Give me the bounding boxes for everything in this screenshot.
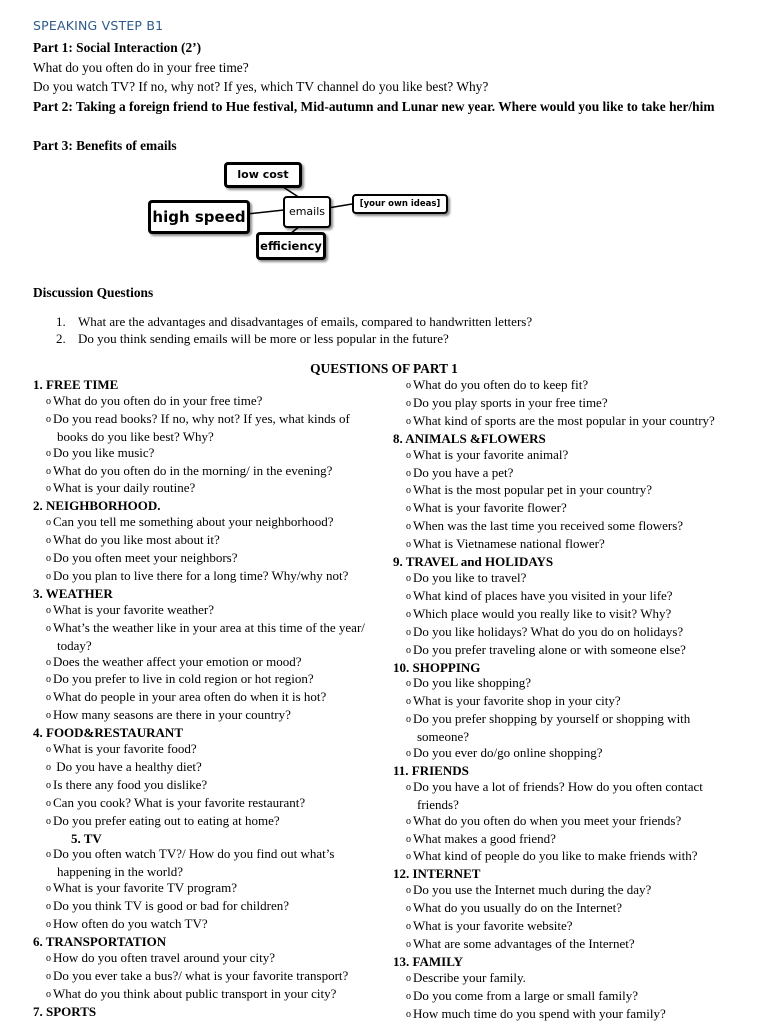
part1-question-2: Do you watch TV? If no, why not? If yes, which TV channel do you like best? Why? xyxy=(33,79,489,94)
question-item xyxy=(33,532,383,550)
question-item xyxy=(393,447,743,465)
part3-heading: Part 3: Benefits of emails xyxy=(33,138,177,153)
question-text: What is your favorite food? xyxy=(53,741,197,757)
question-text: What do you often do when you meet your friends? xyxy=(413,812,682,828)
emails-mindmap xyxy=(140,158,460,262)
question-text: Is there any food you dislike? xyxy=(53,776,208,792)
mindmap-node-own-ideas: [your own ideas] xyxy=(352,194,448,214)
question-text: Do you ever take a bus?/ what is your favorite transport? xyxy=(53,967,349,983)
question-item xyxy=(393,813,743,831)
question-text: Do you like music? xyxy=(53,444,155,460)
discussion-item-number: 1. xyxy=(56,314,66,329)
section-heading: 12. INTERNET xyxy=(393,866,481,882)
section-heading: 8. ANIMALS &FLOWERS xyxy=(393,430,546,446)
question-item xyxy=(33,568,383,586)
question-item xyxy=(393,482,743,500)
question-item xyxy=(393,1006,743,1024)
question-item xyxy=(393,936,743,954)
mindmap-node-efficiency: efficiency xyxy=(256,232,326,260)
question-item xyxy=(393,882,743,900)
section-heading: 4. FOOD&RESTAURANT xyxy=(33,725,183,741)
question-text: What is your favorite animal? xyxy=(413,446,569,462)
discussion-item-number: 2. xyxy=(56,331,66,346)
question-text: Does the weather affect your emotion or mood? xyxy=(53,653,302,669)
part1-questions-title: QUESTIONS OF PART 1 xyxy=(310,361,458,376)
question-text: What kind of people do you like to make friends with? xyxy=(413,848,698,864)
connector-own-ideas xyxy=(328,204,352,208)
question-text: Do you prefer shopping by yourself or shopping with someone? xyxy=(413,711,691,745)
question-text: Can you cook? What is your favorite restaurant? xyxy=(53,794,306,810)
question-item xyxy=(33,671,383,689)
question-text: What is your favorite shop in your city? xyxy=(413,693,621,709)
question-item xyxy=(393,536,743,554)
connector-high-speed xyxy=(247,210,284,214)
question-text: What do you often do in the morning/ in the evening? xyxy=(53,462,333,478)
question-text: Do you think TV is good or bad for children? xyxy=(53,898,290,914)
question-item xyxy=(393,779,743,813)
question-text: Do you have a healthy diet? xyxy=(53,758,202,774)
question-text: Do you ever do/go online shopping? xyxy=(413,745,603,761)
question-text: Do you come from a large or small family? xyxy=(413,987,639,1003)
question-text: What do you usually do on the Internet? xyxy=(413,900,623,916)
part1-question-1: What do you often do in your free time? xyxy=(33,60,249,75)
question-item xyxy=(33,916,383,934)
question-text: What do people in your area often do when it is hot? xyxy=(53,689,327,705)
question-text: How do you often travel around your city? xyxy=(53,949,276,965)
question-text: What is your daily routine? xyxy=(53,480,196,496)
question-text: How many seasons are there in your country? xyxy=(53,707,291,723)
question-text: Can you tell me something about your neighborhood? xyxy=(53,514,334,530)
question-item xyxy=(393,745,743,763)
question-text: What do you like most about it? xyxy=(53,532,220,548)
question-item xyxy=(393,970,743,988)
section-heading: 7. SPORTS xyxy=(33,1003,97,1019)
question-item xyxy=(33,898,383,916)
left-question-column xyxy=(33,377,383,1020)
document-title: SPEAKING VSTEP B1 xyxy=(33,18,164,33)
question-text: What do you often do in your free time? xyxy=(53,392,263,408)
question-text: What is the most popular pet in your country? xyxy=(413,482,653,498)
question-item xyxy=(33,514,383,532)
question-item xyxy=(33,777,383,795)
right-question-column xyxy=(393,377,743,1024)
question-text: Do you read books? If no, why not? If yes, what kinds of books do you like best? Why? xyxy=(53,410,350,444)
question-item xyxy=(393,588,743,606)
question-text: What is your favorite TV program? xyxy=(53,880,237,896)
question-item xyxy=(33,620,383,654)
question-text: Describe your family. xyxy=(413,969,526,985)
discussion-heading: Discussion Questions xyxy=(33,285,154,300)
question-item xyxy=(393,465,743,483)
question-item xyxy=(393,570,743,588)
question-item xyxy=(393,988,743,1006)
question-item xyxy=(393,606,743,624)
section-heading: 6. TRANSPORTATION xyxy=(33,934,167,949)
section-heading: 1. FREE TIME xyxy=(33,377,119,392)
question-text: What kind of places have you visited in your life? xyxy=(413,587,673,603)
mindmap-node-high-speed: high speed xyxy=(148,200,250,234)
question-item xyxy=(33,813,383,831)
question-item xyxy=(33,445,383,463)
question-item xyxy=(393,518,743,536)
question-item xyxy=(393,918,743,936)
section-heading: 11. FRIENDS xyxy=(393,762,469,778)
discussion-item-2 xyxy=(56,331,449,347)
question-text: Do you like shopping? xyxy=(413,675,532,691)
question-text: Do you like to travel? xyxy=(413,569,527,585)
question-text: Do you have a pet? xyxy=(413,464,514,480)
question-item xyxy=(33,986,383,1004)
question-item xyxy=(393,377,743,395)
section-heading: 9. TRAVEL and HOLIDAYS xyxy=(393,554,554,570)
question-text: What is your favorite flower? xyxy=(413,500,567,516)
question-item xyxy=(393,711,743,745)
question-item xyxy=(33,550,383,568)
question-item xyxy=(33,795,383,813)
question-item xyxy=(393,413,743,431)
question-text: What’s the weather like in your area at this time of the year/ today? xyxy=(53,619,365,653)
question-item xyxy=(33,393,383,411)
question-text: What is Vietnamese national flower? xyxy=(413,536,605,552)
question-item xyxy=(33,654,383,672)
question-text: What makes a good friend? xyxy=(413,830,556,846)
question-text: Do you often watch TV?/ How do you find out what’s happening in the world? xyxy=(53,846,335,880)
mindmap-node-emails: emails xyxy=(283,196,331,228)
question-text: Do you use the Internet much during the day? xyxy=(413,882,652,898)
question-text: What is your favorite weather? xyxy=(53,601,214,617)
question-item xyxy=(33,846,383,880)
question-item xyxy=(393,675,743,693)
question-item xyxy=(393,624,743,642)
question-text: What is your favorite website? xyxy=(413,918,573,934)
question-text: Do you often meet your neighbors? xyxy=(53,550,238,566)
mindmap-node-low-cost: low cost xyxy=(224,162,302,188)
question-item xyxy=(393,693,743,711)
discussion-item-text: What are the advantages and disadvantages of emails, compared to handwritten letters? xyxy=(78,314,533,329)
question-text: Do you plan to live there for a long time? Why/why not? xyxy=(53,567,349,583)
question-item xyxy=(33,741,383,759)
section-heading: 5. TV xyxy=(71,830,102,846)
question-text: Do you prefer to live in cold region or hot region? xyxy=(53,671,314,687)
question-text: Do you prefer eating out to eating at home? xyxy=(53,812,280,828)
question-text: Which place would you really like to visit? Why? xyxy=(413,605,672,621)
question-item xyxy=(393,900,743,918)
question-item xyxy=(33,602,383,620)
question-text: Do you play sports in your free time? xyxy=(413,394,608,410)
question-item xyxy=(393,831,743,849)
question-item xyxy=(393,395,743,413)
question-item xyxy=(33,480,383,498)
question-text: Do you have a lot of friends? How do you often contact friends? xyxy=(413,778,703,812)
question-text: What do you often do to keep fit? xyxy=(413,377,589,392)
part1-heading: Part 1: Social Interaction (2’) xyxy=(33,40,202,55)
question-item xyxy=(33,411,383,445)
question-item xyxy=(33,759,383,777)
question-text: When was the last time you received some flowers? xyxy=(413,518,684,534)
discussion-item-1 xyxy=(56,314,532,330)
section-heading: 3. WEATHER xyxy=(33,585,113,601)
question-item xyxy=(33,880,383,898)
question-text: What do you think about public transport in your city? xyxy=(53,985,337,1001)
question-text: Do you prefer traveling alone or with someone else? xyxy=(413,641,686,657)
section-heading: 13. FAMILY xyxy=(393,953,464,969)
part2-heading: Part 2: Taking a foreign friend to Hue festival, Mid-autumn and Lunar new year. Where would you like to take her/him xyxy=(33,99,715,114)
question-text: Do you like holidays? What do you do on holidays? xyxy=(413,623,684,639)
question-item xyxy=(33,950,383,968)
question-item xyxy=(33,689,383,707)
discussion-item-text: Do you think sending emails will be more or less popular in the future? xyxy=(78,331,449,346)
question-text: How often do you watch TV? xyxy=(53,916,208,932)
question-item xyxy=(393,848,743,866)
question-text: How much time do you spend with your family? xyxy=(413,1005,666,1021)
question-text: What kind of sports are the most popular in your country? xyxy=(413,412,715,428)
section-heading: 10. SHOPPING xyxy=(393,659,481,675)
question-item xyxy=(393,642,743,660)
question-item xyxy=(33,968,383,986)
question-item xyxy=(393,500,743,518)
question-text: What are some advantages of the Internet? xyxy=(413,936,635,951)
question-item xyxy=(33,707,383,725)
section-heading: 2. NEIGHBORHOOD. xyxy=(33,498,161,514)
question-item xyxy=(33,463,383,481)
